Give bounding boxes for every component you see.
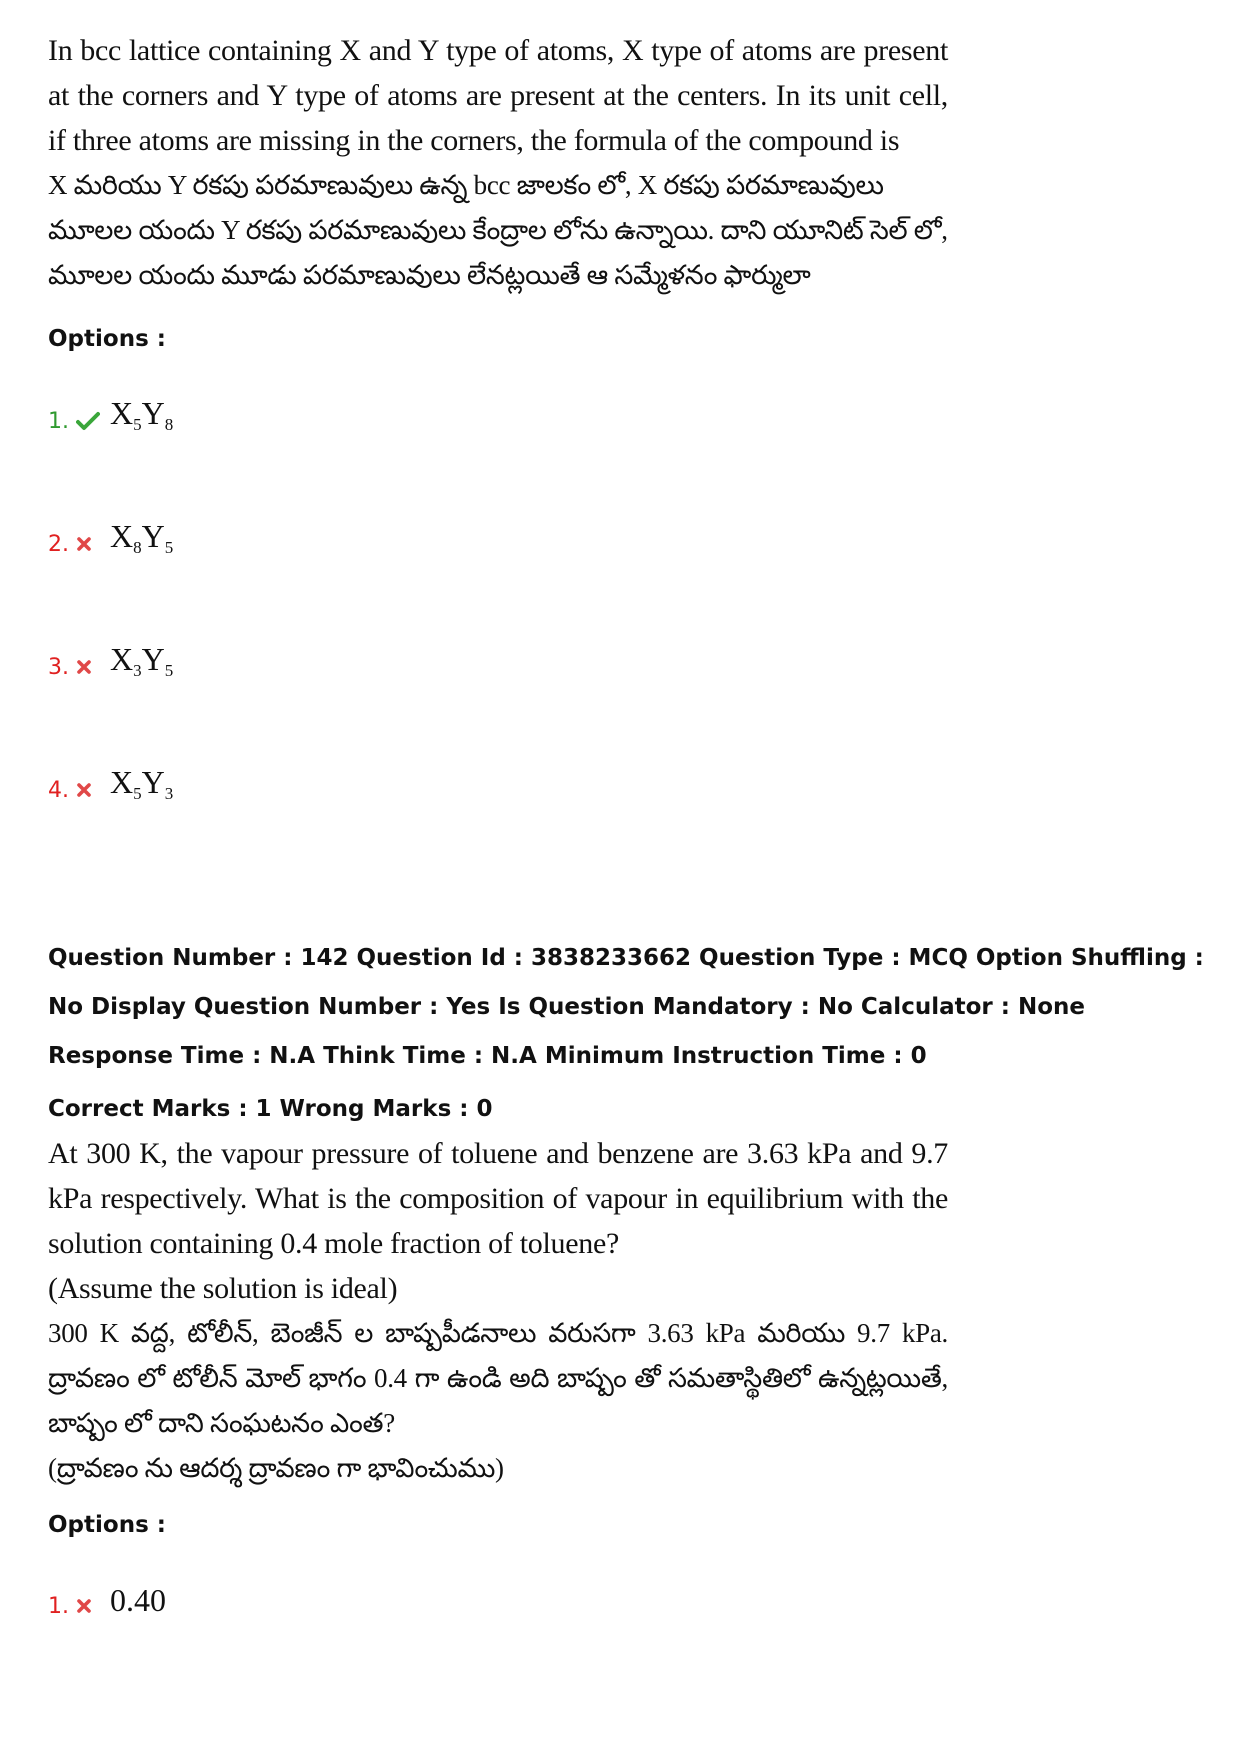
option-formula: $X_5Y_8$ — [110, 395, 174, 434]
option-2 — [48, 508, 173, 568]
question-note: (Assume the solution is ideal) — [48, 1272, 398, 1305]
options-heading: Options : — [48, 326, 166, 352]
option-number: 1. — [48, 408, 69, 434]
option-1 — [48, 1570, 166, 1630]
question-note: (ద్రావణం ను ఆదర్శ ద్రావణం గా భావించుము) — [48, 1453, 504, 1483]
checkmark-icon — [76, 407, 110, 435]
option-number: 1. — [48, 1593, 69, 1619]
option-value: 0.40 — [110, 1581, 166, 1618]
option-formula: $X_8Y_5$ — [110, 518, 174, 557]
question-metadata: Question Number : 142 Question Id : 3838233662 Question Type : MCQ Option Shuffling : No Display Question Number : Yes Is Question Mandatory : No Calculator : None Response Time : N.A Think Time : N.A Minimum Instruction Time : 0 — [48, 945, 1204, 1069]
option-3 — [48, 631, 173, 691]
cross-icon — [76, 530, 110, 558]
option-4 — [48, 754, 173, 814]
option-formula: $X_5Y_3$ — [110, 764, 174, 803]
option-number: 3. — [48, 654, 69, 680]
options-heading: Options : — [48, 1512, 166, 1538]
cross-icon — [76, 653, 110, 681]
cross-icon — [76, 776, 110, 804]
option-number: 2. — [48, 531, 69, 557]
option-number: 4. — [48, 777, 69, 803]
cross-icon — [76, 1592, 110, 1620]
question-text-telugu: X మరియు Y రకపు పరమాణువులు ఉన్న bcc జాలకం లో, X రకపు పరమాణువులు మూలల యందు Y రకపు పరమాణువులు కేంద్రాల లోను ఉన్నాయి. దాని యూనిట్ సెల్ లో, మూలల యందు మూడు పరమాణువులు లేనట్లయితే ఆ సమ్మేళనం ఫార్ములా — [48, 170, 948, 290]
question-text-telugu: 300 K వద్ద, టోలీన్, బెంజీన్ ల బాష్పపీడనాలు వరుసగా 3.63 kPa మరియు 9.7 kPa. ద్రావణం లో టోలీన్ మోల్ భాగం 0.4 గా ఉండి అది బాష్పం తో సమతాస్థితిలో ఉన్నట్లయితే, బాష్పం లో దాని సంఘటనం ఎంత? (ద్రావణం ను ఆదర్శ ద్రావణం గా భావించుము) — [48, 1311, 948, 1491]
option-formula: $X_3Y_5$ — [110, 641, 174, 680]
marks-info: Correct Marks : 1 Wrong Marks : 0 — [48, 1096, 493, 1122]
question-text-english: At 300 K, the vapour pressure of toluene and benzene are 3.63 kPa and 9.7 kPa respectively. What is the composition of vapour in equilibrium with the solution containing 0.4 mole fraction of toluene? (Assume the solution is ideal) — [48, 1131, 948, 1311]
option-1 — [48, 385, 173, 445]
question-text-english: In bcc lattice containing X and Y type of atoms, X type of atoms are present at the corners and Y type of atoms are present at the centers. In its unit cell, if three atoms are missing in the corners, the formula of the compound is — [48, 34, 948, 157]
